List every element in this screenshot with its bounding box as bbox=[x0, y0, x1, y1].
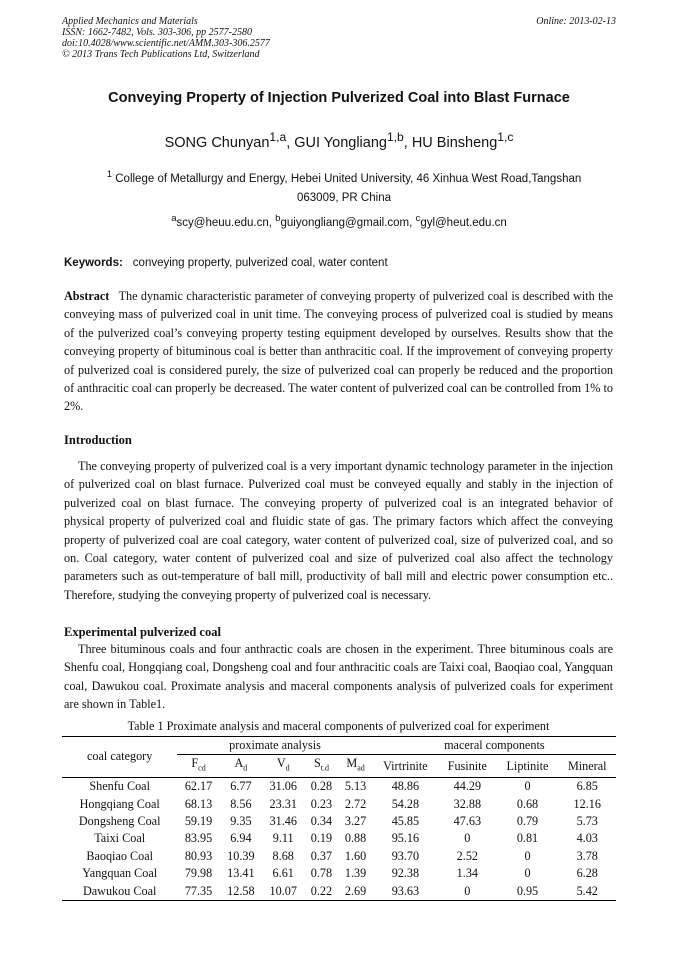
col-header-base: Fusinite bbox=[447, 758, 487, 773]
email-link[interactable]: scy@heuu.edu.cn bbox=[176, 216, 269, 229]
affiliation bbox=[74, 165, 614, 208]
col-header bbox=[304, 755, 338, 778]
table-cell: 59.19 bbox=[184, 814, 213, 829]
table-cell: 8.68 bbox=[272, 848, 294, 863]
table-cell: 5.13 bbox=[344, 779, 367, 794]
table-cell: 0.88 bbox=[344, 831, 367, 846]
experimental-heading: Experimental pulverized coal bbox=[64, 625, 221, 639]
table-cell: 95.16 bbox=[391, 831, 420, 846]
table-cell: 2.52 bbox=[456, 848, 478, 863]
keywords bbox=[64, 257, 388, 269]
table-caption: Table 1 Proximate analysis and maceral components of pulverized coal for experiment bbox=[127, 719, 550, 733]
table-cell: 9.11 bbox=[272, 831, 294, 846]
table-cell: 8.56 bbox=[230, 796, 252, 811]
keywords-text: conveying property, pulverized coal, water content bbox=[132, 257, 388, 269]
table-cell: 5.42 bbox=[558, 883, 616, 901]
table-cell: 92.38 bbox=[391, 866, 420, 881]
journal-name: Applied Mechanics and Materials bbox=[62, 16, 198, 27]
journal-copyright: © 2013 Trans Tech Publications Ltd, Switzerland bbox=[62, 49, 260, 60]
journal-doi: doi:10.4028/www.scientific.net/AMM.303-306.2577 bbox=[62, 38, 270, 49]
journal-issn: ISSN: 1662-7482, Vols. 303-306, pp 2577-2580 bbox=[62, 27, 252, 38]
author-list: SONG Chunyan$^{1,a}$, GUI Yongliang$^{1,b}$, HU Binsheng$^{1,c}$ bbox=[164, 130, 514, 151]
author-name: HU Binsheng bbox=[411, 134, 498, 151]
table-cell: 0.23 bbox=[310, 796, 333, 811]
abstract-text: The dynamic characteristic parameter of conveying property of pulverized coal is described with the conveying mass of pulverized coal in unit time. The conveying process of pulverized coal is studied by means of the pulverized coal’s conveying property testing equipment developed by ourselves. Results show that the conveying property of bituminous coal is better than anthracitic coal. If the improvement of conveying property of pulverized coal is considered purely, the size of pulverized coal can properly be reduced and the proportion of anthracitic coal can properly be decreased. The water content of pulverized coal can be controlled from 1% to 2%. bbox=[64, 289, 614, 414]
table-group-header bbox=[62, 737, 616, 755]
author-sup: 1,b bbox=[386, 130, 404, 144]
col-header-sub: ad bbox=[357, 763, 365, 773]
author-name: SONG Chunyan bbox=[164, 134, 270, 151]
table-cell: 6.77 bbox=[230, 779, 252, 794]
abstract-label: Abstract bbox=[64, 289, 110, 303]
table-cell: 0 bbox=[524, 848, 531, 863]
table-cell: 0 bbox=[438, 883, 496, 901]
introduction-heading: Introduction bbox=[64, 433, 132, 447]
table-cell: 2.69 bbox=[339, 883, 373, 901]
table-cell: 62.17 bbox=[184, 779, 213, 794]
coal-name-cell: Dawukou Coal bbox=[62, 883, 177, 901]
coal-name-cell: Hongqiang Coal bbox=[79, 796, 160, 811]
table-cell: 54.28 bbox=[391, 796, 420, 811]
table-cell: 12.58 bbox=[220, 883, 262, 901]
table-cell: 0.34 bbox=[310, 814, 333, 829]
table-row bbox=[62, 778, 616, 796]
col-header-sub: d bbox=[285, 763, 290, 773]
col-header bbox=[497, 755, 559, 778]
journal-header bbox=[62, 16, 616, 60]
email-sup: b bbox=[275, 213, 281, 224]
group-maceral: maceral components bbox=[373, 737, 616, 755]
table-cell: 93.70 bbox=[391, 848, 420, 863]
col-header bbox=[262, 755, 304, 778]
table-cell: 31.06 bbox=[269, 779, 297, 794]
affiliation-line2: 063009, PR China bbox=[297, 191, 391, 204]
col-header-base: M bbox=[346, 756, 358, 771]
table-cell: 80.93 bbox=[184, 848, 213, 863]
table-cell: 93.63 bbox=[373, 883, 439, 901]
table-cell: 0.68 bbox=[516, 796, 539, 811]
author-name: GUI Yongliang bbox=[294, 134, 387, 151]
col-header-base: Mineral bbox=[567, 758, 607, 773]
table-cell: 3.78 bbox=[576, 848, 598, 863]
table-cell: 0.37 bbox=[310, 848, 333, 863]
email-sup: c bbox=[415, 213, 421, 224]
col-header-base: Virtrinite bbox=[383, 758, 428, 773]
group-proximate: proximate analysis bbox=[177, 737, 372, 755]
coal-name-cell: Shenfu Coal bbox=[89, 779, 150, 794]
table-cell: 5.73 bbox=[576, 814, 598, 829]
table-row bbox=[62, 830, 616, 847]
table-cell: 9.35 bbox=[230, 814, 252, 829]
table-cell: 2.72 bbox=[344, 796, 367, 811]
table-cell: 31.46 bbox=[269, 814, 297, 829]
table-cell: 77.35 bbox=[177, 883, 219, 901]
table-cell: 13.41 bbox=[227, 866, 255, 881]
table-cell: 48.86 bbox=[391, 779, 420, 794]
table-cell: 10.39 bbox=[227, 848, 255, 863]
table-row bbox=[62, 796, 616, 813]
col-header bbox=[220, 755, 262, 778]
coal-name-cell: Yangquan Coal bbox=[82, 866, 158, 881]
table-cell: 0.19 bbox=[310, 831, 333, 846]
affiliation-line1: College of Metallurgy and Energy, Hebei United University, 46 Xinhua West Road,Tangshan bbox=[115, 172, 582, 185]
paper-title: Conveying Property of Injection Pulverized Coal into Blast Furnace bbox=[108, 90, 570, 106]
table-cell: 0.95 bbox=[497, 883, 559, 901]
table-cell: 23.31 bbox=[269, 796, 297, 811]
coal-name-cell: Baoqiao Coal bbox=[86, 848, 154, 863]
keywords-label: Keywords: bbox=[64, 257, 123, 269]
col-header-base: S bbox=[313, 756, 321, 771]
table-cell: 83.95 bbox=[184, 831, 213, 846]
table-body bbox=[62, 778, 616, 901]
table-cell: 32.88 bbox=[453, 796, 482, 811]
table-cell: 10.07 bbox=[262, 883, 304, 901]
col-header-base: Liptinite bbox=[506, 758, 549, 773]
col-header-base: V bbox=[276, 756, 286, 771]
col-header bbox=[177, 755, 219, 778]
col-header bbox=[339, 755, 373, 778]
email-link[interactable]: gyl@heut.edu.cn bbox=[420, 216, 507, 229]
col-coal-category: coal category bbox=[62, 737, 177, 778]
email-sup: a bbox=[171, 213, 177, 224]
coal-analysis-table bbox=[62, 736, 616, 901]
table-cell: 44.29 bbox=[453, 779, 482, 794]
table-cell: 45.85 bbox=[391, 814, 420, 829]
col-header bbox=[438, 755, 496, 778]
table-cell: 0.79 bbox=[516, 814, 539, 829]
table-cell: 0 bbox=[524, 866, 531, 881]
coal-name-cell: Dongsheng Coal bbox=[78, 814, 161, 829]
table-cell: 1.60 bbox=[344, 848, 367, 863]
table-row bbox=[62, 865, 616, 882]
table-cell: 6.94 bbox=[230, 831, 252, 846]
table-cell: 4.03 bbox=[576, 831, 598, 846]
table-cell: 3.27 bbox=[344, 814, 367, 829]
author-sup: 1,a bbox=[269, 130, 287, 144]
table-cell: 6.28 bbox=[576, 866, 598, 881]
experimental-text: Three bituminous coals and four anthractic coals are chosen in the experiment. Three bituminous coals are Shenfu coal, Hongqiang coal, Dongsheng coal and four anthracitic coals are Taixi coal, Baoqiao coal, Yangquan coal, Dawukou coal. Proximate analysis and maceral components analysis of pulverized coals for experiment are shown in Table1. bbox=[64, 642, 613, 712]
table-cell: 79.98 bbox=[184, 866, 213, 881]
abstract bbox=[64, 287, 613, 416]
col-header-sub: d bbox=[243, 763, 248, 773]
coal-name-cell: Taixi Coal bbox=[94, 831, 146, 846]
email-link[interactable]: guiyongliang@gmail.com bbox=[280, 216, 410, 229]
table-cell: 1.39 bbox=[344, 866, 367, 881]
table-cell: 47.63 bbox=[453, 814, 482, 829]
table-cell: 0.78 bbox=[310, 866, 333, 881]
email-list: $^a$scy@heuu.edu.cn, $^b$guiyongliang@gmail.com, $^c$gyl@heut.edu.cn bbox=[171, 213, 507, 229]
affiliation-sup: 1 bbox=[106, 169, 113, 180]
online-date: Online: 2013-02-13 bbox=[536, 16, 616, 27]
table-row bbox=[62, 883, 616, 901]
table-row bbox=[62, 848, 616, 865]
col-header bbox=[558, 755, 616, 778]
introduction-text: The conveying property of pulverized coal is a very important dynamic technology parameter in the injection of pulverized coal on blast furnace. Pulverized coal must be conveyed equally and stably in the injection of pulverized coal on blast furnace. The conveying property of pulverized coal is an integrated behavior of physical property of pulverized coal and fluidic state of gas. The primary factors which affect the conveying property of pulverized coal are coal category, water content of pulverized coal, size of pulverized coal, and so on. Coal category, water content of pulverized coal and size of pulverized coal also affect the technology parameters such as out-temperature of ball mill, productivity of ball mill and electric power consumption etc.. Therefore, studying the conveying property of pulverized coal is necessary. bbox=[64, 459, 613, 602]
table-cell: 0 bbox=[464, 831, 471, 846]
table-row bbox=[62, 813, 616, 830]
table-cell: 6.61 bbox=[272, 866, 294, 881]
table-cell: 0.81 bbox=[516, 831, 539, 846]
col-header-sub: t.d bbox=[320, 763, 329, 773]
table-cell: 12.16 bbox=[573, 796, 601, 811]
table-cell: 0.22 bbox=[304, 883, 338, 901]
table-cell: 1.34 bbox=[456, 866, 478, 881]
table-cell: 0.28 bbox=[310, 779, 333, 794]
table-cell: 6.85 bbox=[576, 779, 598, 794]
col-header-sub: cd bbox=[198, 763, 206, 773]
table-cell: 68.13 bbox=[184, 796, 213, 811]
col-header-base: F bbox=[191, 756, 199, 771]
author-sup: 1,c bbox=[497, 130, 514, 144]
col-header bbox=[373, 755, 439, 778]
col-header-base: A bbox=[234, 756, 244, 771]
table-cell: 0 bbox=[524, 779, 531, 794]
